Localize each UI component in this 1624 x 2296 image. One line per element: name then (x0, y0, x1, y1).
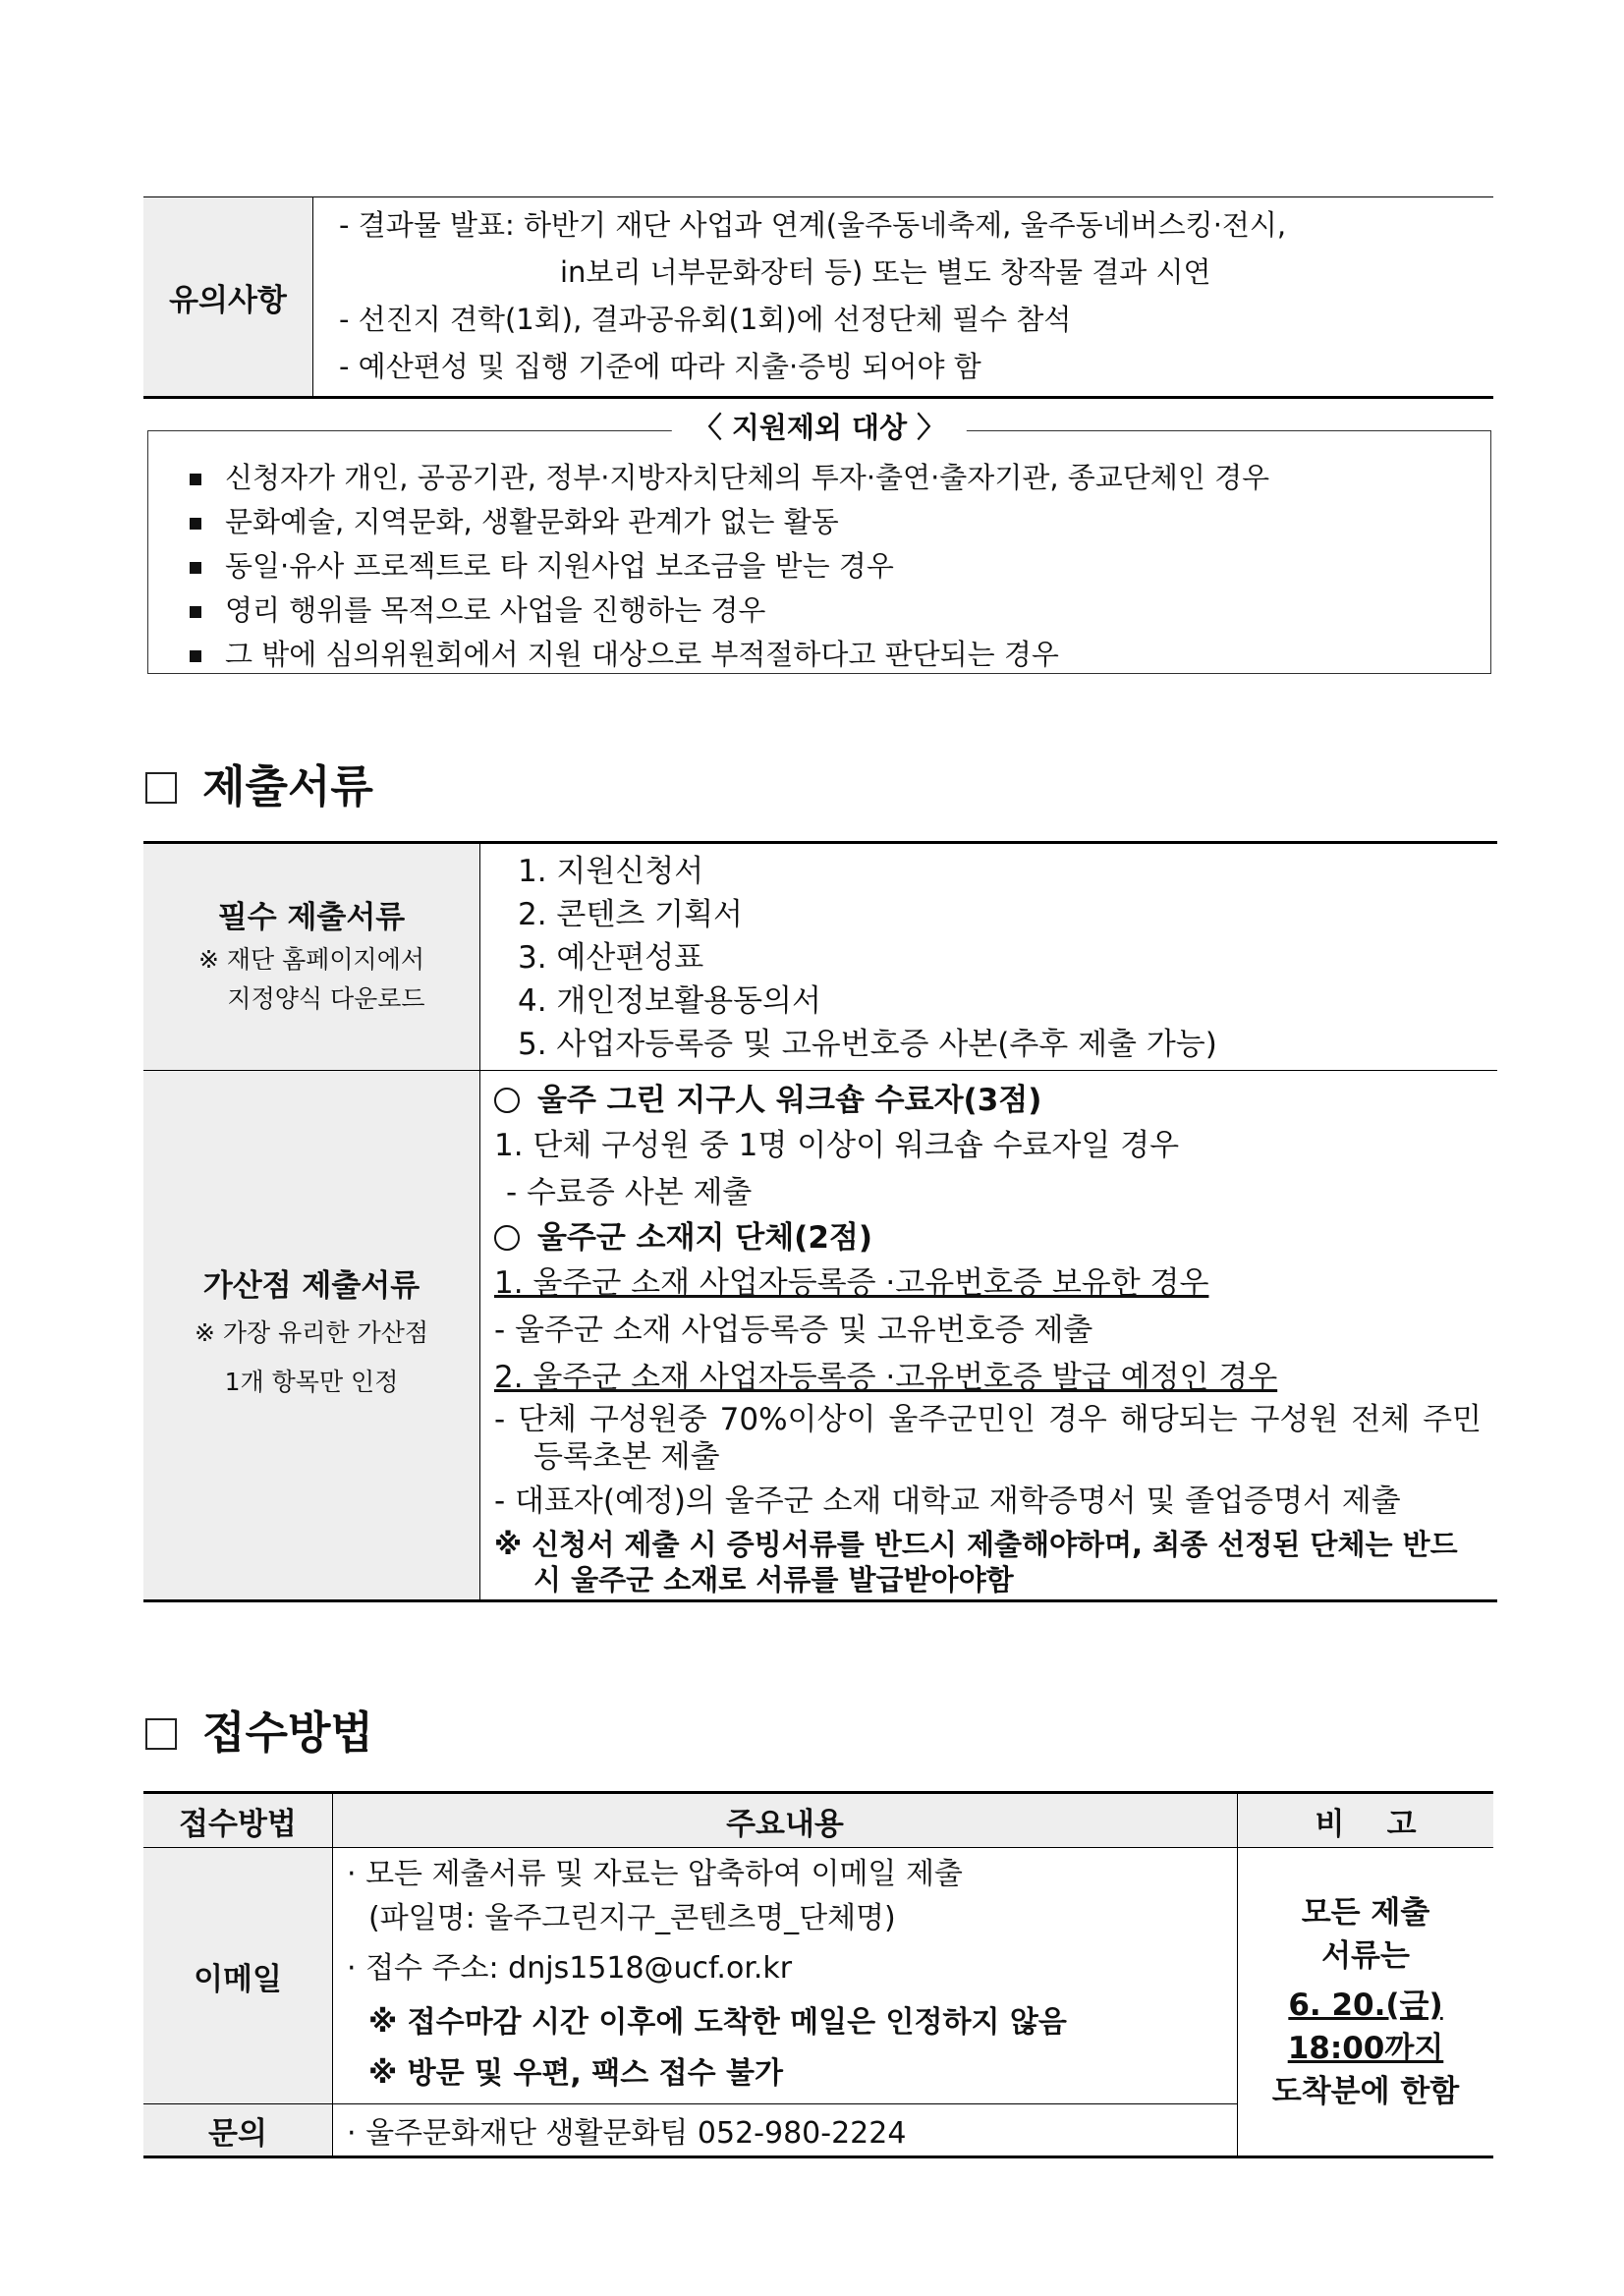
required-docs-label: 필수 제출서류 ※ 재단 홈페이지에서 지정양식 다운로드 (143, 843, 480, 1071)
bullet-square-icon (190, 474, 201, 485)
bullet-square-icon (190, 650, 201, 662)
bonus-docs-list (480, 1071, 1498, 1601)
list-item: 1. 단체 구성원 중 1명 이상이 워크숍 수료자일 경우 (494, 1128, 1180, 1163)
bonus-docs-label: 가산점 제출서류 ※ 가장 유리한 가산점 1개 항목만 인정 (143, 1071, 480, 1601)
list-item: 5. 사업자등록증 및 고유번호증 사본(추후 제출 가능) (518, 1027, 1217, 1062)
list-item: 2. 울주군 소재 사업자등록증 ·고유번호증 발급 예정인 경우 (494, 1360, 1278, 1395)
list-item: 1. 지원신청서 (518, 854, 704, 889)
bonus-heading-local: 울주군 소재지 단체(2점) (494, 1216, 1482, 1260)
bullet-square-icon (190, 606, 201, 618)
list-item: - 단체 구성원중 70%이상이 울주군민인 경우 해당되는 구성원 전체 주민등록초본 제출 (494, 1402, 1482, 1475)
header-remark: 비 고 (1238, 1793, 1494, 1848)
exclusion-list (148, 431, 1490, 677)
list-item: 영리 행위를 목적으로 사업을 진행하는 경우 (186, 588, 1490, 633)
notes-line: in보리 너부문화장터 등) 또는 별도 창작물 결과 시연 (560, 255, 1211, 289)
table-header-row (143, 1793, 1493, 1848)
header-method: 접수방법 (143, 1793, 333, 1848)
list-item: 1. 울주군 소재 사업자등록증 ·고유번호증 보유한 경우 (494, 1265, 1209, 1301)
table-row (143, 843, 1497, 1071)
list-item: ※ 방문 및 우편, 팩스 접수 불가 (368, 2056, 784, 2091)
header-content: 주요내용 (333, 1793, 1238, 1848)
remark-cell: 모든 제출 서류는 6. 20.(금) 18:00까지 도착분에 한함 (1238, 1848, 1494, 2157)
email-label: 이메일 (143, 1848, 333, 2104)
list-item: 신청자가 개인, 공공기관, 정부·지방자치단체의 투자·출연·출자기관, 종교단체인 경우 (186, 456, 1490, 500)
bonus-heading-workshop: 울주 그린 지구人 워크숍 수료자(3점) (494, 1079, 1482, 1122)
required-docs-list (480, 843, 1498, 1071)
list-item: 3. 예산편성표 (518, 940, 704, 976)
table-row (143, 1071, 1497, 1601)
notes-line: - 결과물 발표: 하반기 재단 사업과 연계(울주동네축제, 울주동네버스킹·전시, (339, 208, 1287, 242)
notes-content (313, 197, 1494, 398)
notes-label: 유의사항 (143, 197, 313, 398)
list-item: · 접수 주소: dnjs1518@ucf.or.kr (347, 1951, 793, 1986)
checkbox-square-icon (145, 1718, 177, 1750)
list-item: (파일명: 울주그린지구_콘텐츠명_단체명) (368, 1901, 896, 1935)
exclusion-box (147, 411, 1491, 674)
email-content (333, 1848, 1238, 2104)
method-table (143, 1791, 1493, 2158)
bullet-square-icon (190, 518, 201, 530)
list-item: - 대표자(예정)의 울주군 소재 대학교 재학증명서 및 졸업증명서 제출 (494, 1484, 1401, 1519)
circle-bullet-icon (494, 1225, 520, 1251)
list-item: · 모든 제출서류 및 자료는 압축하여 이메일 제출 (347, 1857, 963, 1891)
section-heading-documents: 제출서류 (145, 757, 373, 816)
circle-bullet-icon (494, 1088, 520, 1113)
list-item: 2. 콘텐츠 기획서 (518, 897, 743, 932)
list-item: - 울주군 소재 사업등록증 및 고유번호증 제출 (494, 1313, 1093, 1348)
bullet-square-icon (190, 562, 201, 574)
exclusion-title: 〈 지원제외 대상 〉 (672, 404, 967, 451)
list-item: - 수료증 사본 제출 (506, 1175, 753, 1210)
list-item: 그 밖에 심의위원회에서 지원 대상으로 부적절하다고 판단되는 경우 (186, 633, 1490, 677)
list-item: 4. 개인정보활용동의서 (518, 983, 821, 1019)
checkbox-square-icon (145, 772, 177, 804)
bonus-note: ※ 신청서 제출 시 증빙서류를 반드시 제출해야하며, 최종 선정된 단체는 반드시 울주군 소재로 서류를 발급받아야함 (494, 1528, 1458, 1596)
table-row (143, 1848, 1493, 2104)
inquiry-content: · 울주문화재단 생활문화팀 052-980-2224 (333, 2104, 1238, 2157)
notes-line: - 예산편성 및 집행 기준에 따라 지출·증빙 되어야 함 (339, 350, 981, 383)
section-heading-method: 접수방법 (145, 1704, 373, 1763)
list-item: ※ 접수마감 시간 이후에 도착한 메일은 인정하지 않음 (368, 2005, 1067, 2040)
list-item: 동일·유사 프로젝트로 타 지원사업 보조금을 받는 경우 (186, 544, 1490, 588)
inquiry-label: 문의 (143, 2104, 333, 2157)
notes-line: - 선진지 견학(1회), 결과공유회(1회)에 선정단체 필수 참석 (339, 303, 1072, 336)
list-item: 문화예술, 지역문화, 생활문화와 관계가 없는 활동 (186, 500, 1490, 544)
documents-table (143, 841, 1497, 1602)
notes-table (143, 196, 1493, 399)
